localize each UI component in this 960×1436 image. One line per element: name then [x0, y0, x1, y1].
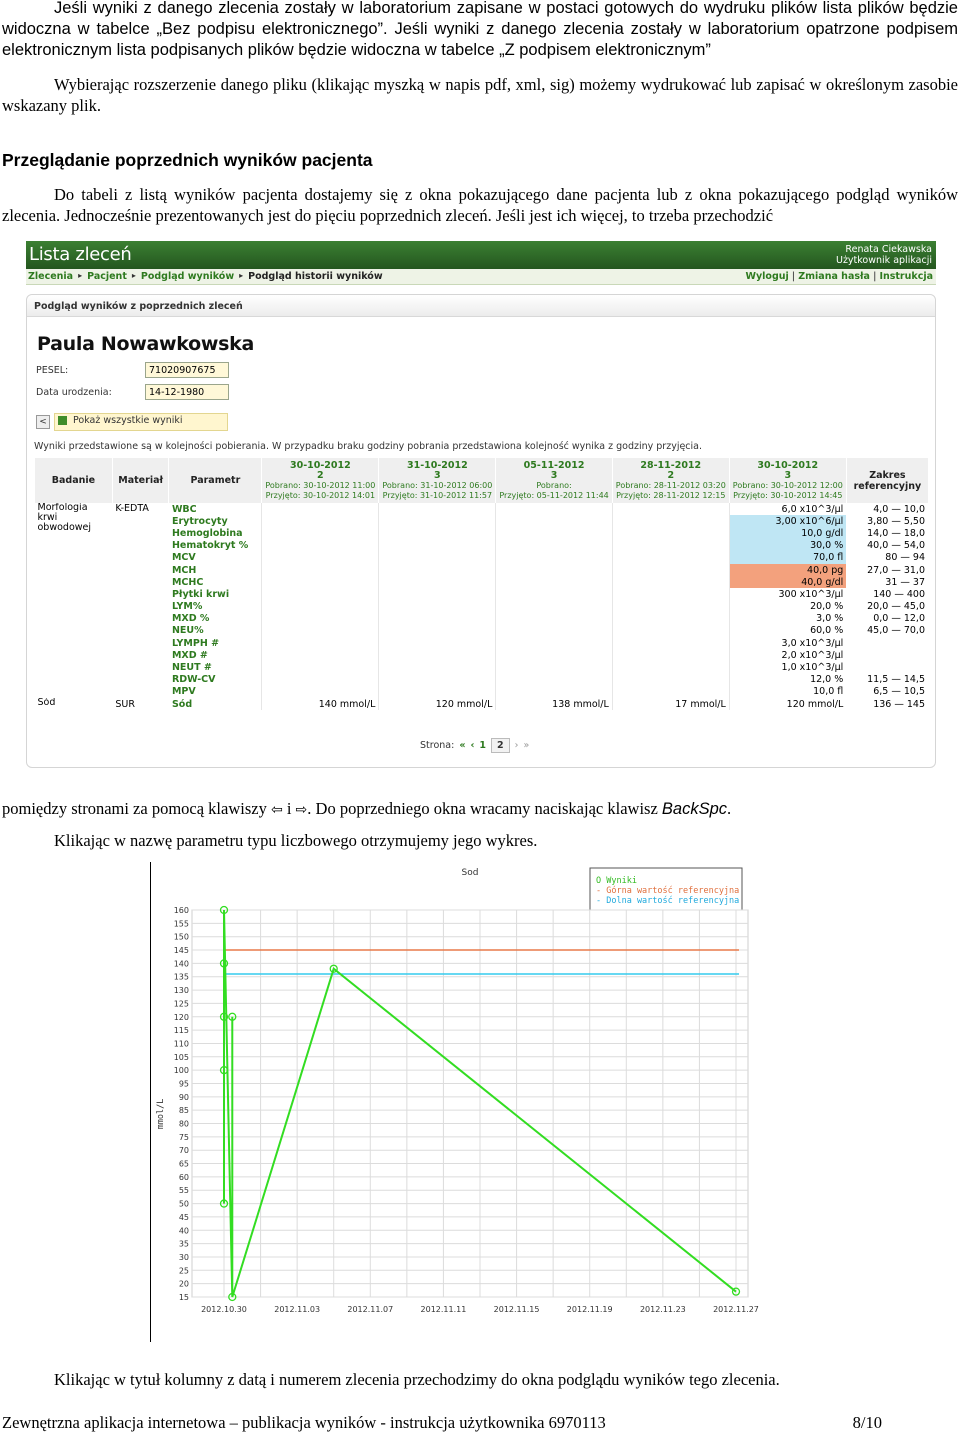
chart-reference-lines: [224, 950, 739, 974]
x-tick-label: 2012.11.07: [347, 1305, 394, 1314]
cell-value: [612, 588, 729, 600]
legend-lower: - Dolna wartość referencyjna: [596, 896, 740, 906]
cell-reference-range: 0,0 — 12,0: [873, 613, 925, 625]
order-number: 3: [434, 469, 441, 481]
y-tick-label: 75: [178, 1132, 189, 1142]
navigation-text-a: pomiędzy stronami za pomocą klawiszy: [2, 799, 267, 818]
y-tick-label: 20: [178, 1279, 189, 1289]
y-tick-label: 130: [173, 986, 189, 996]
column-header-order[interactable]: [729, 458, 846, 503]
cell-reference-range: 3,80 — 5,50: [867, 515, 925, 527]
cell-value: 3,0 %: [729, 613, 846, 625]
column-header-parametr: Parametr: [169, 458, 262, 503]
y-tick-label: 70: [178, 1146, 189, 1156]
cell-reference-range: 45,0 — 70,0: [867, 625, 925, 637]
show-all-label: Pokaż wszystkie wyniki: [73, 415, 183, 426]
order-collected: Pobrano:: [536, 480, 572, 490]
order-collected: Pobrano: 30-10-2012 11:00: [265, 480, 376, 490]
nav-divider: |: [791, 271, 796, 282]
legend-upper: - Górna wartość referencyjna: [596, 886, 740, 896]
breadcrumb-separator-icon: ▸: [239, 271, 244, 280]
y-tick-label: 30: [178, 1252, 189, 1262]
cell-value: [496, 649, 612, 661]
green-square-icon: [58, 416, 67, 425]
cell-value: 120 mmol/L: [379, 698, 496, 710]
navigation-text-b: . Do poprzedniego okna wracamy naciskając klawisz: [307, 799, 658, 818]
pager-page-2[interactable]: 2: [491, 738, 510, 753]
cell-value: [496, 564, 612, 576]
chart-ylabel: mmol/L: [156, 1098, 166, 1130]
y-tick-label: 135: [173, 972, 189, 982]
pager-last[interactable]: »: [523, 740, 530, 751]
chart-y-ticks: [174, 906, 189, 1302]
cell-value: [496, 613, 612, 625]
cell-value: 30,0 %: [729, 540, 846, 552]
cell-value: [379, 503, 496, 515]
change-password-link[interactable]: Zmiana hasła: [798, 271, 870, 282]
chart-legend: [590, 868, 742, 910]
cell-value: 120 mmol/L: [729, 698, 846, 710]
cell-value: [612, 503, 729, 515]
cell-value: [612, 527, 729, 539]
column-header-material: Materiał: [112, 458, 169, 503]
cell-value: [262, 552, 379, 564]
cell-value: [496, 637, 612, 649]
cell-parametr-link[interactable]: MXD %: [171, 613, 210, 625]
cell-value: [262, 661, 379, 673]
table-row: [35, 625, 929, 637]
cell-reference-range: 140 — 400: [873, 588, 925, 600]
cell-value: 6,0 x10^3/μl: [729, 503, 846, 515]
arrow-right-icon: ⇨: [295, 802, 308, 818]
cell-parametr-link[interactable]: NEUT #: [171, 662, 212, 674]
pager-first[interactable]: «: [459, 740, 466, 751]
cell-value: [379, 527, 496, 539]
cell-value: [379, 674, 496, 686]
app-title: Lista zleceń: [29, 244, 132, 265]
x-tick-label: 2012.10.30: [201, 1305, 247, 1314]
cell-value: 300 x10^3/μl: [729, 588, 846, 600]
y-tick-label: 150: [173, 932, 189, 942]
cell-value: [496, 540, 612, 552]
y-tick-label: 140: [173, 959, 189, 969]
cell-reference-range: 136 — 145: [873, 698, 925, 710]
column-header-order[interactable]: [612, 458, 729, 503]
cell-value: 70,0 fl: [729, 552, 846, 564]
section-heading: Przeglądanie poprzednich wyników pacjenta: [2, 150, 373, 170]
y-tick-label: 115: [173, 1026, 189, 1036]
cell-value: [496, 527, 612, 539]
cell-value: 3,00 x10^6/μl: [729, 515, 846, 527]
cell-value: [379, 625, 496, 637]
order-number: 3: [784, 469, 792, 481]
cell-badanie: Morfologia krwi obwodowej: [37, 503, 92, 533]
y-tick-label: 110: [173, 1039, 189, 1049]
chart-title: Sod: [461, 868, 479, 878]
cell-value: [612, 637, 729, 649]
cell-material: SUR: [115, 698, 135, 710]
table-row: [35, 661, 929, 673]
chart-x-ticks: [201, 1305, 759, 1314]
breadcrumb-podglad-wynikow[interactable]: Podgląd wyników: [140, 271, 235, 282]
cell-parametr-link[interactable]: RDW-CV: [171, 674, 216, 686]
table-row: [35, 552, 929, 564]
pager-next[interactable]: ›: [514, 740, 519, 751]
cell-parametr-link[interactable]: NEU%: [171, 625, 204, 637]
cell-value: 17 mmol/L: [612, 698, 729, 710]
cell-value: [612, 515, 729, 527]
cell-parametr-link[interactable]: MPV: [171, 686, 196, 698]
breadcrumb: [28, 271, 383, 282]
app-screenshot: [26, 241, 936, 769]
cell-value: 2,0 x10^3/μl: [729, 649, 846, 661]
cell-value: [496, 588, 612, 600]
cell-value: [379, 540, 496, 552]
cell-value: [496, 576, 612, 588]
x-tick-label: 2012.11.03: [274, 1305, 321, 1314]
cell-value: [262, 515, 379, 527]
table-row: [35, 588, 929, 600]
cell-value: 1,0 x10^3/μl: [729, 661, 846, 673]
cell-value: [612, 613, 729, 625]
panel-title: Podgląd wyników z poprzednich zleceń: [27, 295, 935, 317]
order-date[interactable]: 05-11-2012: [523, 459, 585, 471]
cell-parametr-link[interactable]: Erytrocyty: [171, 515, 228, 527]
y-tick-label: 80: [178, 1119, 189, 1129]
cell-value: 138 mmol/L: [496, 698, 612, 710]
order-number: 3: [550, 469, 558, 481]
cell-value: [262, 540, 379, 552]
cell-value: [262, 503, 379, 515]
order-date[interactable]: 31-10-2012: [406, 459, 468, 471]
order-date[interactable]: 28-11-2012: [640, 459, 702, 471]
y-tick-label: 125: [173, 999, 189, 1009]
pager-page-1[interactable]: 1: [479, 740, 486, 751]
results-table: [34, 458, 928, 710]
nav-bar: [26, 269, 936, 285]
cell-reference-range: 11,5 — 14,5: [867, 674, 925, 686]
sodium-chart: [150, 862, 760, 1342]
table-row: [35, 613, 929, 625]
cell-reference-range: [846, 637, 928, 649]
app-header: [26, 241, 936, 269]
patient-name: Paula Nowawkowska: [37, 333, 254, 355]
arrow-left-icon: ⇦: [270, 802, 283, 818]
y-tick-label: 25: [178, 1266, 189, 1276]
cell-value: [379, 564, 496, 576]
cell-value: [379, 515, 496, 527]
cell-badanie: Sód: [37, 698, 56, 708]
breadcrumb-separator-icon: ▸: [131, 271, 136, 280]
user-name: Renata Ciekawska: [845, 244, 932, 255]
cell-reference-range: [846, 661, 928, 673]
cell-value: [612, 540, 729, 552]
order-collected: Pobrano: 28-11-2012 03:20: [615, 480, 726, 490]
cell-value: [379, 601, 496, 613]
y-tick-label: 155: [173, 919, 189, 929]
column-header-ref: Zakres referencyjny: [846, 458, 928, 503]
y-tick-label: 160: [173, 906, 189, 915]
pager-prev[interactable]: ‹: [470, 740, 475, 751]
cell-value: [612, 686, 729, 698]
x-tick-label: 2012.11.27: [713, 1305, 759, 1314]
cell-value: [379, 588, 496, 600]
order-note: Wyniki przedstawione są w kolejności pobierania. W przypadku braku godziny pobrania przedstawiona kolejność wynika z godziny przyjęcia.: [34, 441, 703, 452]
y-tick-label: 65: [178, 1159, 189, 1169]
section-paragraph: Do tabeli z listą wyników pacjenta dostajemy się z okna pokazującego dane pacjenta lub z okna pokazującego podgląd wyników zlecenia. Jednocześnie prezentowanych jest do pięciu poprzednich zleceń. Jeśli jest ich więcej, to trzeba przechodzić: [2, 185, 958, 225]
cell-value: [262, 637, 379, 649]
cell-value: [612, 661, 729, 673]
cell-value: [612, 552, 729, 564]
nav-links: [745, 271, 933, 282]
cell-value: [262, 527, 379, 539]
cell-parametr-link[interactable]: LYMPH #: [171, 637, 220, 649]
cell-value: [379, 686, 496, 698]
cell-value: [262, 674, 379, 686]
cell-value: [612, 625, 729, 637]
cell-value: 40,0 pg: [729, 564, 846, 576]
column-header-badanie: Badanie: [35, 458, 113, 503]
y-tick-label: 90: [178, 1092, 189, 1102]
navigation-text-i: i: [286, 799, 292, 818]
breadcrumb-current: Podgląd historii wyników: [248, 271, 383, 282]
cell-value: [262, 686, 379, 698]
cell-value: [262, 576, 379, 588]
x-tick-label: 2012.11.19: [566, 1305, 613, 1314]
y-tick-label: 60: [178, 1172, 189, 1182]
logout-link[interactable]: Wyloguj: [745, 271, 789, 282]
table-row: [35, 698, 929, 710]
table-row: [35, 576, 929, 588]
cell-reference-range: 14,0 — 18,0: [867, 527, 925, 539]
dob-label: Data urodzenia:: [36, 387, 112, 398]
y-tick-label: 105: [173, 1052, 189, 1062]
table-row: [35, 515, 929, 527]
cell-value: 140 mmol/L: [262, 698, 379, 710]
user-role: Użytkownik aplikacji: [835, 255, 932, 266]
table-row: [35, 540, 929, 552]
cell-value: 20,0 %: [729, 601, 846, 613]
breadcrumb-zlecenia[interactable]: Zlecenia: [28, 271, 74, 282]
table-row: [35, 503, 929, 515]
cell-value: [496, 674, 612, 686]
order-date[interactable]: 30-10-2012: [757, 459, 819, 471]
cell-value: 10,0 g/dl: [729, 527, 846, 539]
cell-value: [379, 649, 496, 661]
chart-grid: [192, 910, 748, 1297]
cell-value: 40,0 g/dl: [729, 576, 846, 588]
column-click-paragraph: Klikając w tytuł kolumny z datą i numerem zlecenia przechodzimy do okna podglądu wyników tego zlecenia.: [54, 1370, 780, 1389]
cell-value: [496, 503, 612, 515]
order-received: Przyjęto: 30-10-2012 14:45: [733, 490, 843, 500]
table-row: [35, 637, 929, 649]
cell-reference-range: 80 — 94: [885, 552, 925, 564]
cell-parametr-link[interactable]: WBC: [171, 503, 197, 515]
y-tick-label: 35: [178, 1239, 189, 1249]
navigation-paragraph: [2, 798, 958, 821]
backspace-key: BackSpc: [661, 800, 728, 818]
cell-value: [612, 564, 729, 576]
y-tick-label: 100: [173, 1066, 189, 1076]
pesel-field: 71020907675: [145, 362, 229, 378]
cell-value: 10,0 fl: [729, 686, 846, 698]
breadcrumb-separator-icon: ▸: [78, 271, 83, 280]
cell-value: [612, 649, 729, 661]
order-received: Przyjęto: 30-10-2012 14:01: [265, 490, 376, 500]
column-header-order[interactable]: [379, 458, 496, 503]
cell-reference-range: [846, 649, 928, 661]
x-tick-label: 2012.11.11: [420, 1305, 467, 1314]
cell-material: K-EDTA: [115, 503, 149, 514]
dob-field: 14-12-1980: [145, 384, 229, 400]
cell-value: [496, 515, 612, 527]
cell-value: [612, 601, 729, 613]
cell-value: 3,0 x10^3/μl: [729, 637, 846, 649]
table-row: [35, 686, 929, 698]
pagination: [420, 738, 529, 753]
cell-parametr-link[interactable]: Płytki krwi: [171, 588, 230, 600]
plot-area: [192, 910, 748, 1297]
cell-value: [379, 613, 496, 625]
intro-paragraph-2: Wybierając rozszerzenie danego pliku (klikając myszką w napis pdf, xml, sig) możemy wydrukować lub zapisać w określonym zasobie wskazany plik.: [2, 75, 958, 115]
y-tick-label: 120: [173, 1012, 189, 1022]
cell-value: [496, 661, 612, 673]
cell-value: [379, 637, 496, 649]
page-number: 8/10: [852, 1413, 882, 1432]
y-tick-label: 40: [178, 1226, 189, 1236]
column-header-order[interactable]: [262, 458, 379, 503]
results-body: [35, 503, 929, 710]
cell-parametr-link[interactable]: Sód: [171, 698, 193, 710]
table-row: [35, 674, 929, 686]
cell-value: [496, 625, 612, 637]
order-collected: Pobrano: 30-10-2012 12:00: [732, 480, 843, 490]
cell-parametr-link[interactable]: MCHC: [171, 576, 204, 588]
cell-value: 12,0 %: [729, 674, 846, 686]
cell-value: [379, 661, 496, 673]
chart-intro-paragraph: Klikając w nazwę parametru typu liczbowego otrzymujemy jego wykres.: [54, 831, 538, 850]
table-row: [35, 601, 929, 613]
show-all-button[interactable]: [58, 415, 183, 426]
table-row: [35, 649, 929, 661]
order-received: Przyjęto: 28-11-2012 12:15: [616, 490, 726, 500]
cell-value: [496, 552, 612, 564]
order-date[interactable]: 30-10-2012: [289, 459, 351, 471]
y-tick-label: 15: [178, 1293, 189, 1302]
cell-value: [612, 576, 729, 588]
breadcrumb-pacjent[interactable]: Pacjent: [87, 271, 127, 282]
cell-value: [496, 601, 612, 613]
cell-parametr-link[interactable]: LYM%: [171, 601, 203, 613]
order-received: Przyjęto: 31-10-2012 11:57: [382, 490, 493, 500]
results-panel: [26, 294, 936, 768]
cell-value: 60,0 %: [729, 625, 846, 637]
cell-reference-range: 31 — 37: [885, 576, 925, 588]
cell-parametr-link[interactable]: Hematokryt %: [171, 540, 249, 552]
legend-results: O Wyniki: [596, 876, 637, 886]
order-number: 2: [317, 469, 324, 481]
cell-value: [262, 601, 379, 613]
nav-divider: |: [872, 271, 877, 282]
cell-value: [262, 564, 379, 576]
y-tick-label: 55: [178, 1186, 189, 1196]
y-tick-label: 45: [178, 1212, 189, 1222]
footer-title: Zewnętrzna aplikacja internetowa – publikacja wyników - instrukcja użytkownika 6970113: [2, 1413, 606, 1432]
order-collected: Pobrano: 31-10-2012 06:00: [382, 480, 493, 490]
cell-reference-range: 27,0 — 31,0: [867, 564, 925, 576]
cell-reference-range: 20,0 — 45,0: [867, 601, 925, 613]
cell-value: [379, 552, 496, 564]
pager-label: Strona:: [420, 740, 455, 751]
cell-parametr-link[interactable]: MXD #: [171, 649, 208, 661]
cell-parametr-link[interactable]: Hemoglobina: [171, 527, 243, 539]
x-tick-label: 2012.11.23: [639, 1305, 686, 1314]
intro-paragraph-1: Jeśli wyniki z danego zlecenia zostały w laboratorium zapisane w postaci gotowych do wydruku plików lista plików będzie widoczna w tabelce „Bez podpisu elektronicznego”. Jeśli wyniki z danego zlecenia zostały w laboratorium opatrzone podpisem elektronicznym lista podpisanych plików będzie widoczna w tabelce „Z podpisem elektronicznym”: [2, 0, 958, 59]
cell-value: [262, 649, 379, 661]
cell-value: [379, 576, 496, 588]
x-tick-label: 2012.11.15: [493, 1305, 540, 1314]
cell-parametr-link[interactable]: MCV: [171, 552, 196, 564]
table-header-row: [35, 458, 929, 503]
cell-reference-range: 40,0 — 54,0: [867, 540, 925, 552]
y-tick-label: 95: [178, 1079, 189, 1089]
cell-value: [612, 674, 729, 686]
order-received: Przyjęto: 05-11-2012 11:44: [499, 490, 609, 500]
cell-value: [262, 613, 379, 625]
column-header-order[interactable]: [496, 458, 612, 503]
y-tick-label: 50: [178, 1199, 189, 1209]
table-row: [35, 527, 929, 539]
cell-reference-range: 6,5 — 10,5: [873, 686, 925, 698]
cell-value: [262, 588, 379, 600]
y-tick-label: 85: [178, 1106, 189, 1116]
cell-reference-range: 4,0 — 10,0: [873, 503, 925, 515]
pesel-label: PESEL:: [36, 365, 69, 376]
back-button[interactable]: <: [36, 415, 50, 429]
table-row: [35, 564, 929, 576]
cell-parametr-link[interactable]: MCH: [171, 564, 197, 576]
manual-link[interactable]: Instrukcja: [879, 271, 933, 282]
navigation-text-end: .: [727, 799, 732, 818]
cell-value: [262, 625, 379, 637]
y-tick-label: 145: [173, 946, 189, 956]
user-info: [836, 244, 932, 266]
order-number: 2: [667, 469, 675, 481]
cell-value: [496, 686, 612, 698]
